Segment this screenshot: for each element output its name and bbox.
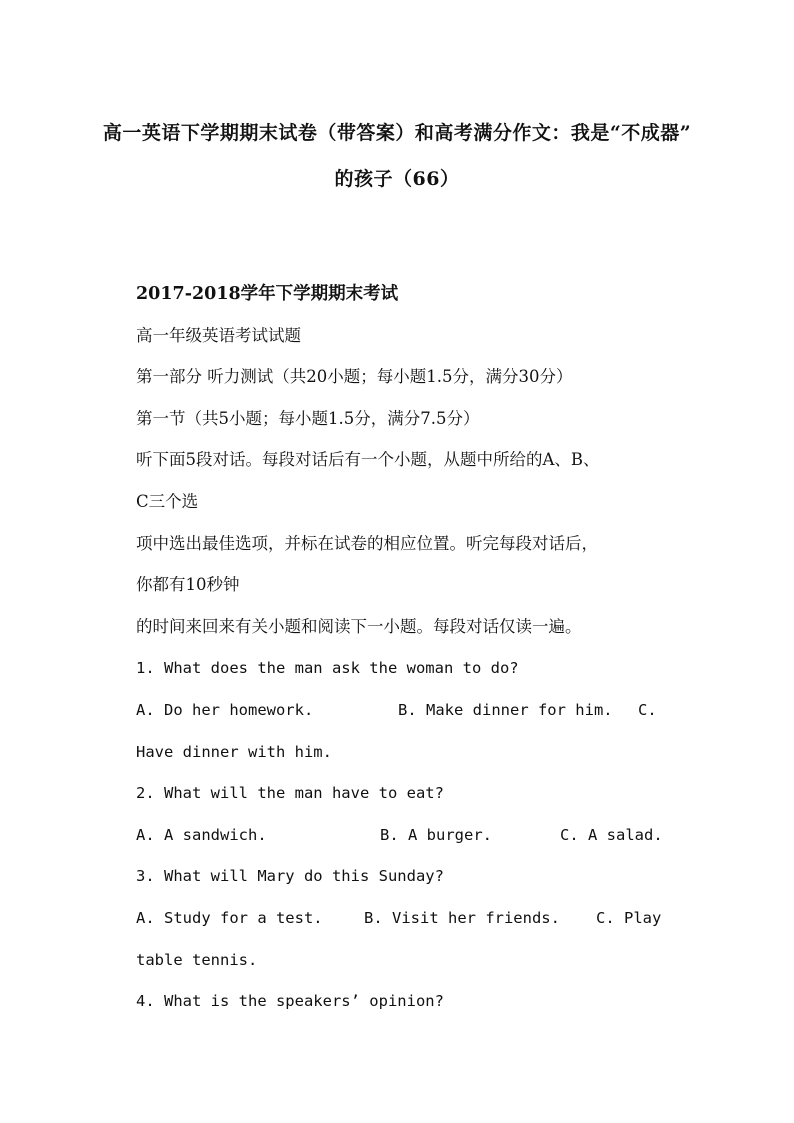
- question-4: 4. What is the speakers’ opinion?: [136, 992, 444, 1011]
- option-b: B. A burger.: [380, 825, 492, 844]
- document-title-line2: 的孩子（66）: [334, 168, 460, 190]
- option-c-continued: Have dinner with him.: [136, 742, 332, 761]
- option-a: A. Study for a test.: [136, 908, 323, 927]
- instruction-line: C三个选: [136, 491, 199, 511]
- option-c: C. A salad.: [560, 825, 663, 844]
- question-3: 3. What will Mary do this Sunday?: [136, 867, 444, 886]
- option-b: B. Visit her friends.: [364, 908, 560, 927]
- question-3-options: [136, 903, 696, 945]
- question-2: 2. What will the man have to eat?: [136, 784, 444, 803]
- instruction-line: 项中选出最佳选项，并标在试卷的相应位置。听完每段对话后，: [136, 533, 598, 553]
- option-a: A. Do her homework.: [136, 700, 314, 719]
- exam-subheading: 高一年级英语考试试题: [136, 325, 301, 345]
- option-c-continued: table tennis.: [136, 950, 258, 969]
- question-2-options: [136, 820, 696, 862]
- question-1-options: [136, 695, 696, 737]
- question-1: 1. What does the man ask the woman to do?: [136, 659, 519, 678]
- document-body: [136, 279, 696, 1028]
- exam-heading: 2017-2018学年下学期期末考试: [136, 284, 399, 304]
- instruction-line: 的时间来回来有关小题和阅读下一小题。每段对话仅读一遍。: [136, 616, 582, 636]
- option-c: C. Play: [596, 908, 662, 927]
- option-c: C.: [638, 700, 657, 719]
- part-one-title: 第一部分 听力测试（共20小题；每小题1.5分，满分30分）: [136, 367, 573, 387]
- document-title-line1: 高一英语下学期期末试卷（带答案）和高考满分作文：我是“不成器”: [102, 122, 692, 144]
- section-one-title: 第一节（共5小题；每小题1.5分，满分7.5分）: [136, 408, 480, 428]
- instruction-line: 你都有10秒钟: [136, 575, 240, 595]
- instruction-line: 听下面5段对话。每段对话后有一个小题，从题中所给的A、B、: [136, 450, 600, 470]
- option-a: A. A sandwich.: [136, 825, 267, 844]
- option-b: B. Make dinner for him.: [398, 700, 613, 719]
